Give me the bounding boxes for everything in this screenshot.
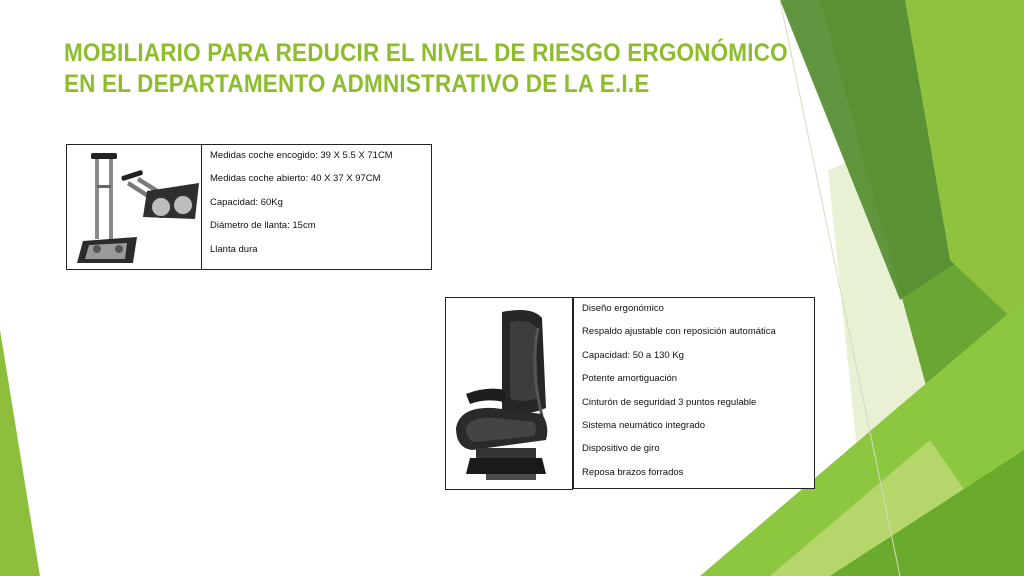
ergonomic-seat-icon (446, 298, 572, 489)
feature-item: Cinturón de seguridad 3 puntos regulable (582, 396, 757, 408)
hand-truck-specs (201, 144, 432, 270)
feature-item: Potente amortiguación (582, 373, 678, 385)
spec-item: Llanta dura (210, 243, 258, 255)
feature-item: Reposa brazos forrados (582, 466, 684, 478)
left-green-sliver (0, 330, 40, 576)
spec-item: Medidas coche encogido: 39 X 5.5 X 71CM (210, 150, 393, 161)
spec-item: Diámetro de llanta: 15cm (210, 220, 316, 232)
spec-item: Medidas coche abierto: 40 X 37 X 97CM (210, 173, 381, 185)
hand-truck-image (66, 144, 204, 270)
feature-item: Diseño ergonómico (582, 303, 664, 314)
feature-item: Respaldo ajustable con reposición automática (582, 326, 776, 338)
title-line-2: EN EL DEPARTAMENTO ADMNISTRATIVO DE LA E.I.E (64, 70, 650, 98)
feature-item: Sistema neumático integrado (582, 419, 706, 431)
ergonomic-seat-features (573, 297, 815, 489)
feature-item: Capacidad: 50 a 130 Kg (582, 349, 684, 361)
feature-item: Dispositivo de giro (582, 443, 660, 455)
hand-truck-icon (67, 145, 203, 269)
ergonomic-seat-image (445, 297, 573, 490)
title-line-1: MOBILIARIO PARA REDUCIR EL NIVEL DE RIESGO ERGONÓMICO (64, 39, 788, 67)
slide-title (64, 38, 788, 100)
spec-item: Capacidad: 60Kg (210, 196, 283, 208)
